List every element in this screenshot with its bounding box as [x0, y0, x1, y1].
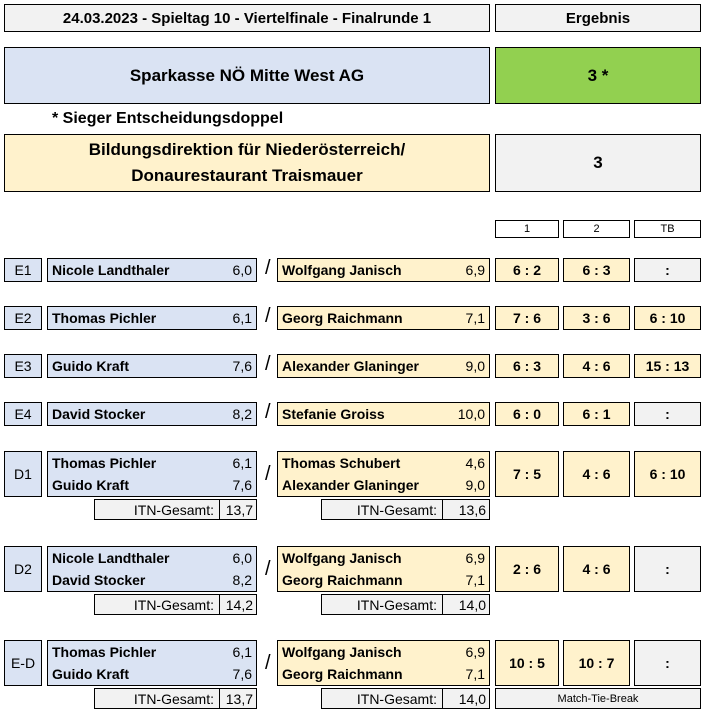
itn-total-away-value: 14,0: [442, 594, 490, 615]
player-away: [277, 402, 490, 426]
team-home-pair: [47, 546, 257, 592]
separator: /: [265, 652, 271, 674]
player-home-1-name: Nicole Landthaler: [52, 550, 170, 566]
set2-score: 6 : 3: [563, 258, 630, 282]
separator: /: [265, 257, 271, 279]
player-away-2-name: Alexander Glaninger: [282, 477, 419, 493]
result-header: Ergebnis: [495, 4, 701, 32]
team2-result: 3: [495, 134, 701, 192]
set-header-1: 1: [495, 220, 559, 238]
tiebreak-score: 6 : 10: [634, 306, 701, 330]
player-away-1-name: Wolfgang Janisch: [282, 644, 402, 660]
set1-score: 7 : 6: [495, 306, 559, 330]
match-code: E-D: [4, 640, 42, 686]
tiebreak-score: :: [634, 640, 701, 686]
separator: /: [265, 558, 271, 580]
player-home-name: Thomas Pichler: [52, 310, 157, 326]
player-away-itn: 10,0: [457, 406, 485, 422]
player-home-1-itn: 6,1: [232, 455, 252, 471]
player-home-itn: 7,6: [232, 358, 252, 374]
player-home-name: Nicole Landthaler: [52, 262, 170, 278]
player-home-name: David Stocker: [52, 406, 146, 422]
team1-name: Sparkasse NÖ Mitte West AG: [4, 47, 490, 104]
match-code: E1: [4, 258, 42, 282]
player-home-1-name: Thomas Pichler: [52, 455, 157, 471]
player-away-itn: 6,9: [465, 262, 485, 278]
team-home-pair: [47, 640, 257, 686]
set1-score: 6 : 2: [495, 258, 559, 282]
player-away-1-name: Wolfgang Janisch: [282, 550, 402, 566]
player-home-name: Guido Kraft: [52, 358, 129, 374]
player-away-name: Georg Raichmann: [282, 310, 403, 326]
player-away-name: Alexander Glaninger: [282, 358, 419, 374]
player-away-1-name: Thomas Schubert: [282, 455, 401, 471]
separator: /: [265, 401, 271, 423]
player-home-2-name: Guido Kraft: [52, 666, 129, 682]
team-home-pair: [47, 451, 257, 497]
itn-total-home-value: 13,7: [219, 688, 257, 709]
player-home-itn: 8,2: [232, 406, 252, 422]
set1-score: 6 : 0: [495, 402, 559, 426]
itn-total-away-label: ITN-Gesamt:: [321, 594, 443, 615]
team2-name-line1: Bildungsdirektion für Niederösterreich/: [88, 140, 406, 159]
set2-score: 4 : 6: [563, 354, 630, 378]
player-home-2-name: David Stocker: [52, 572, 146, 588]
player-away-1-itn: 6,9: [465, 550, 485, 566]
player-away: [277, 354, 490, 378]
set2-score: 3 : 6: [563, 306, 630, 330]
player-away-2-name: Georg Raichmann: [282, 572, 403, 588]
set2-score: 6 : 1: [563, 402, 630, 426]
tiebreak-score: :: [634, 546, 701, 592]
player-home-2-itn: 7,6: [232, 477, 252, 493]
match-code: D2: [4, 546, 42, 592]
set1-score: 6 : 3: [495, 354, 559, 378]
match-code: E4: [4, 402, 42, 426]
itn-total-away-value: 14,0: [442, 688, 490, 709]
itn-total-home-value: 14,2: [219, 594, 257, 615]
itn-total-home-label: ITN-Gesamt:: [94, 594, 220, 615]
match-tie-break-label: Match-Tie-Break: [495, 688, 701, 709]
player-home: [47, 258, 257, 282]
set1-score: 2 : 6: [495, 546, 559, 592]
player-away-itn: 7,1: [465, 310, 485, 326]
player-home-1-itn: 6,1: [232, 644, 252, 660]
player-away-name: Wolfgang Janisch: [282, 262, 402, 278]
player-away: [277, 258, 490, 282]
match-code: D1: [4, 451, 42, 497]
player-away-2-itn: 9,0: [465, 477, 485, 493]
player-away-name: Stefanie Groiss: [282, 406, 385, 422]
team-away-pair: [277, 640, 490, 686]
itn-total-home-label: ITN-Gesamt:: [94, 499, 220, 520]
player-away-itn: 9,0: [465, 358, 485, 374]
player-home-2-itn: 7,6: [232, 666, 252, 682]
set2-score: 4 : 6: [563, 546, 630, 592]
team2-name-line2: Donaurestaurant Traismauer: [131, 166, 363, 185]
player-away-2-itn: 7,1: [465, 572, 485, 588]
match-code: E2: [4, 306, 42, 330]
separator: /: [265, 463, 271, 485]
itn-total-away-label: ITN-Gesamt:: [321, 499, 443, 520]
player-away: [277, 306, 490, 330]
set1-score: 10 : 5: [495, 640, 559, 686]
player-away-2-itn: 7,1: [465, 666, 485, 682]
tiebreak-note: * Sieger Entscheidungsdoppel: [52, 110, 284, 127]
player-home-itn: 6,1: [232, 310, 252, 326]
player-away-1-itn: 6,9: [465, 644, 485, 660]
itn-total-home-value: 13,7: [219, 499, 257, 520]
player-home: [47, 306, 257, 330]
tiebreak-score: :: [634, 402, 701, 426]
team-away-pair: [277, 546, 490, 592]
tiebreak-score: :: [634, 258, 701, 282]
set-header-tb: TB: [634, 220, 701, 238]
player-home-2-name: Guido Kraft: [52, 477, 129, 493]
tiebreak-score: 15 : 13: [634, 354, 701, 378]
player-home-1-itn: 6,0: [232, 550, 252, 566]
player-home: [47, 402, 257, 426]
match-title: 24.03.2023 - Spieltag 10 - Viertelfinale - Finalrunde 1: [4, 4, 490, 32]
itn-total-away-label: ITN-Gesamt:: [321, 688, 443, 709]
player-home-itn: 6,0: [232, 262, 252, 278]
itn-total-home-label: ITN-Gesamt:: [94, 688, 220, 709]
itn-total-away-value: 13,6: [442, 499, 490, 520]
separator: /: [265, 353, 271, 375]
player-away-2-name: Georg Raichmann: [282, 666, 403, 682]
player-away-1-itn: 4,6: [465, 455, 485, 471]
set2-score: 10 : 7: [563, 640, 630, 686]
player-home-1-name: Thomas Pichler: [52, 644, 157, 660]
set1-score: 7 : 5: [495, 451, 559, 497]
match-code: E3: [4, 354, 42, 378]
team1-result: 3 *: [495, 47, 701, 104]
player-home: [47, 354, 257, 378]
player-home-2-itn: 8,2: [232, 572, 252, 588]
team2-name: [4, 134, 490, 192]
set-header-2: 2: [563, 220, 630, 238]
separator: /: [265, 305, 271, 327]
set2-score: 4 : 6: [563, 451, 630, 497]
team-away-pair: [277, 451, 490, 497]
tiebreak-score: 6 : 10: [634, 451, 701, 497]
